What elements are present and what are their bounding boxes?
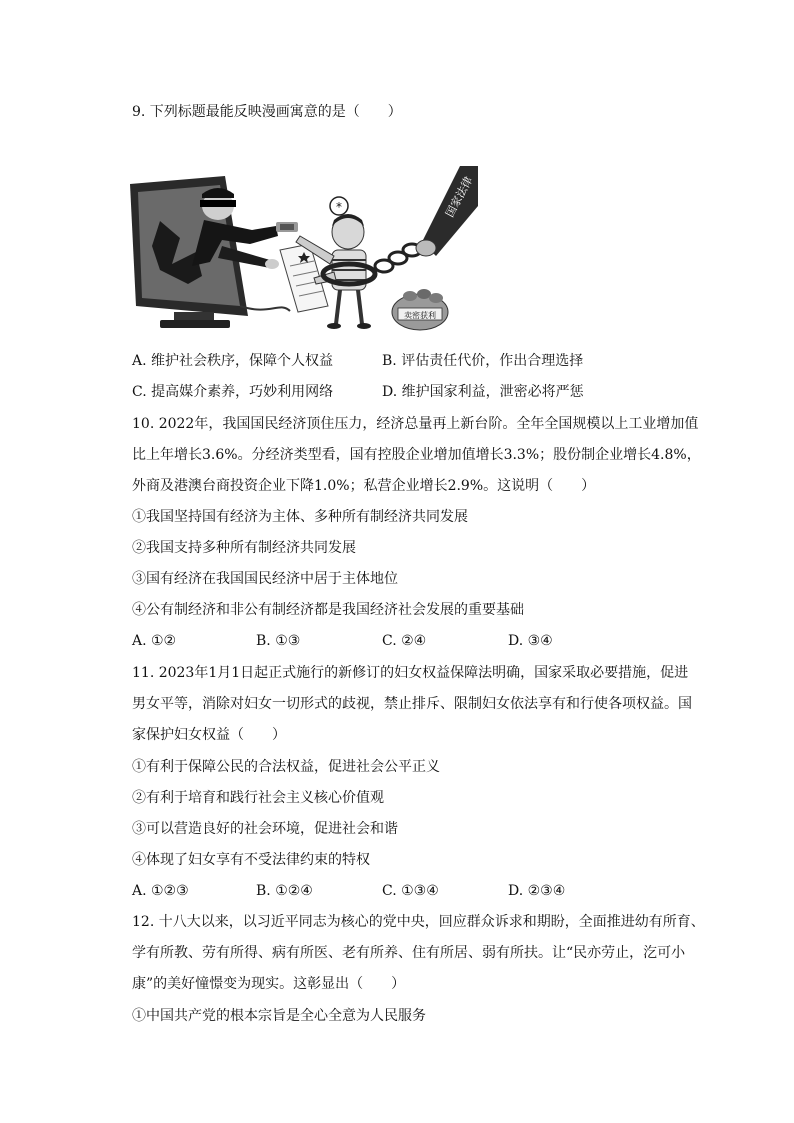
- q12-stem-line: 康”的美好憧憬变为现实。这彰显出（ ）: [132, 976, 406, 992]
- alert-symbol: *: [336, 200, 342, 214]
- cartoon-illustration: [130, 166, 478, 336]
- q10-statement: ③国有经济在我国国民经济中居于主体地位: [132, 571, 398, 587]
- q10-option-a: A. ①②: [132, 633, 177, 649]
- bag-label: 卖密获利: [404, 311, 436, 320]
- chain-icon: [375, 244, 421, 272]
- q10-stem-line: 10. 2022年，我国国民经济顶住压力，经济总量再上新台阶。全年全国规模以上工业增加值: [132, 416, 699, 432]
- q10-option-c: C. ②④: [382, 633, 427, 649]
- law-arm-icon: [416, 166, 478, 256]
- q12-stem-line: 学有所教、劳有所得、病有所医、老有所养、住有所居、弱有所扶。让“民亦劳止，汔可小: [132, 945, 686, 961]
- q11-statement: ③可以营造良好的社会环境，促进社会和谐: [132, 821, 398, 837]
- q11-stem-line: 11. 2023年1月1日起正式施行的新修订的妇女权益保障法明确，国家采取必要措施，促进: [132, 665, 689, 681]
- q11-option-d: D. ②③④: [508, 883, 566, 899]
- q9-option-a: A. 维护社会秩序，保障个人权益: [132, 353, 334, 369]
- q11-statement: ①有利于保障公民的合法权益，促进社会公平正义: [132, 759, 440, 775]
- q10-stem-line: 外商及港澳台商投资企业下降1.0%；私营企业增长2.9%。这说明（ ）: [132, 478, 596, 494]
- q11-option-b: B. ①②④: [256, 883, 313, 899]
- q12-stem-line: 12. 十八大以来，以习近平同志为核心的党中央，回应群众诉求和期盼，全面推进幼有所育、: [132, 914, 705, 930]
- q11-option-a: A. ①②③: [132, 883, 189, 899]
- q10-statement: ②我国支持多种所有制经济共同发展: [132, 540, 356, 556]
- q10-stem-line: 比上年增长3.6%。分经济类型看，国有控股企业增加值增长3.3%；股份制企业增长4.8%，: [132, 447, 701, 463]
- q9-stem: 9. 下列标题最能反映漫画寓意的是（ ）: [132, 104, 402, 120]
- law-banner-label: 国家法律: [443, 174, 476, 220]
- q11-statement: ④体现了妇女享有不受法律约束的特权: [132, 852, 370, 868]
- q10-statement: ①我国坚持国有经济为主体、多种所有制经济共同发展: [132, 509, 468, 525]
- q9-option-b: B. 评估责任代价，作出合理选择: [382, 353, 584, 369]
- q10-statement: ④公有制经济和非公有制经济都是我国经济社会发展的重要基础: [132, 602, 524, 618]
- q11-option-c: C. ①③④: [382, 883, 439, 899]
- q11-statement: ②有利于培育和践行社会主义核心价值观: [132, 790, 384, 806]
- q11-stem-line: 男女平等，消除对妇女一切形式的歧视，禁止排斥、限制妇女依法享有和行使各项权益。国: [132, 696, 692, 712]
- q11-stem-line: 家保护妇女权益（ ）: [132, 727, 286, 743]
- q10-option-d: D. ③④: [508, 633, 553, 649]
- q12-statement: ①中国共产党的根本宗旨是全心全意为人民服务: [132, 1008, 426, 1024]
- q10-option-b: B. ①③: [256, 633, 301, 649]
- money-bag-icon: [392, 289, 448, 330]
- q9-option-d: D. 维护国家利益，泄密必将严惩: [382, 384, 584, 400]
- q9-option-c: C. 提高媒介素养，巧妙利用网络: [132, 384, 334, 400]
